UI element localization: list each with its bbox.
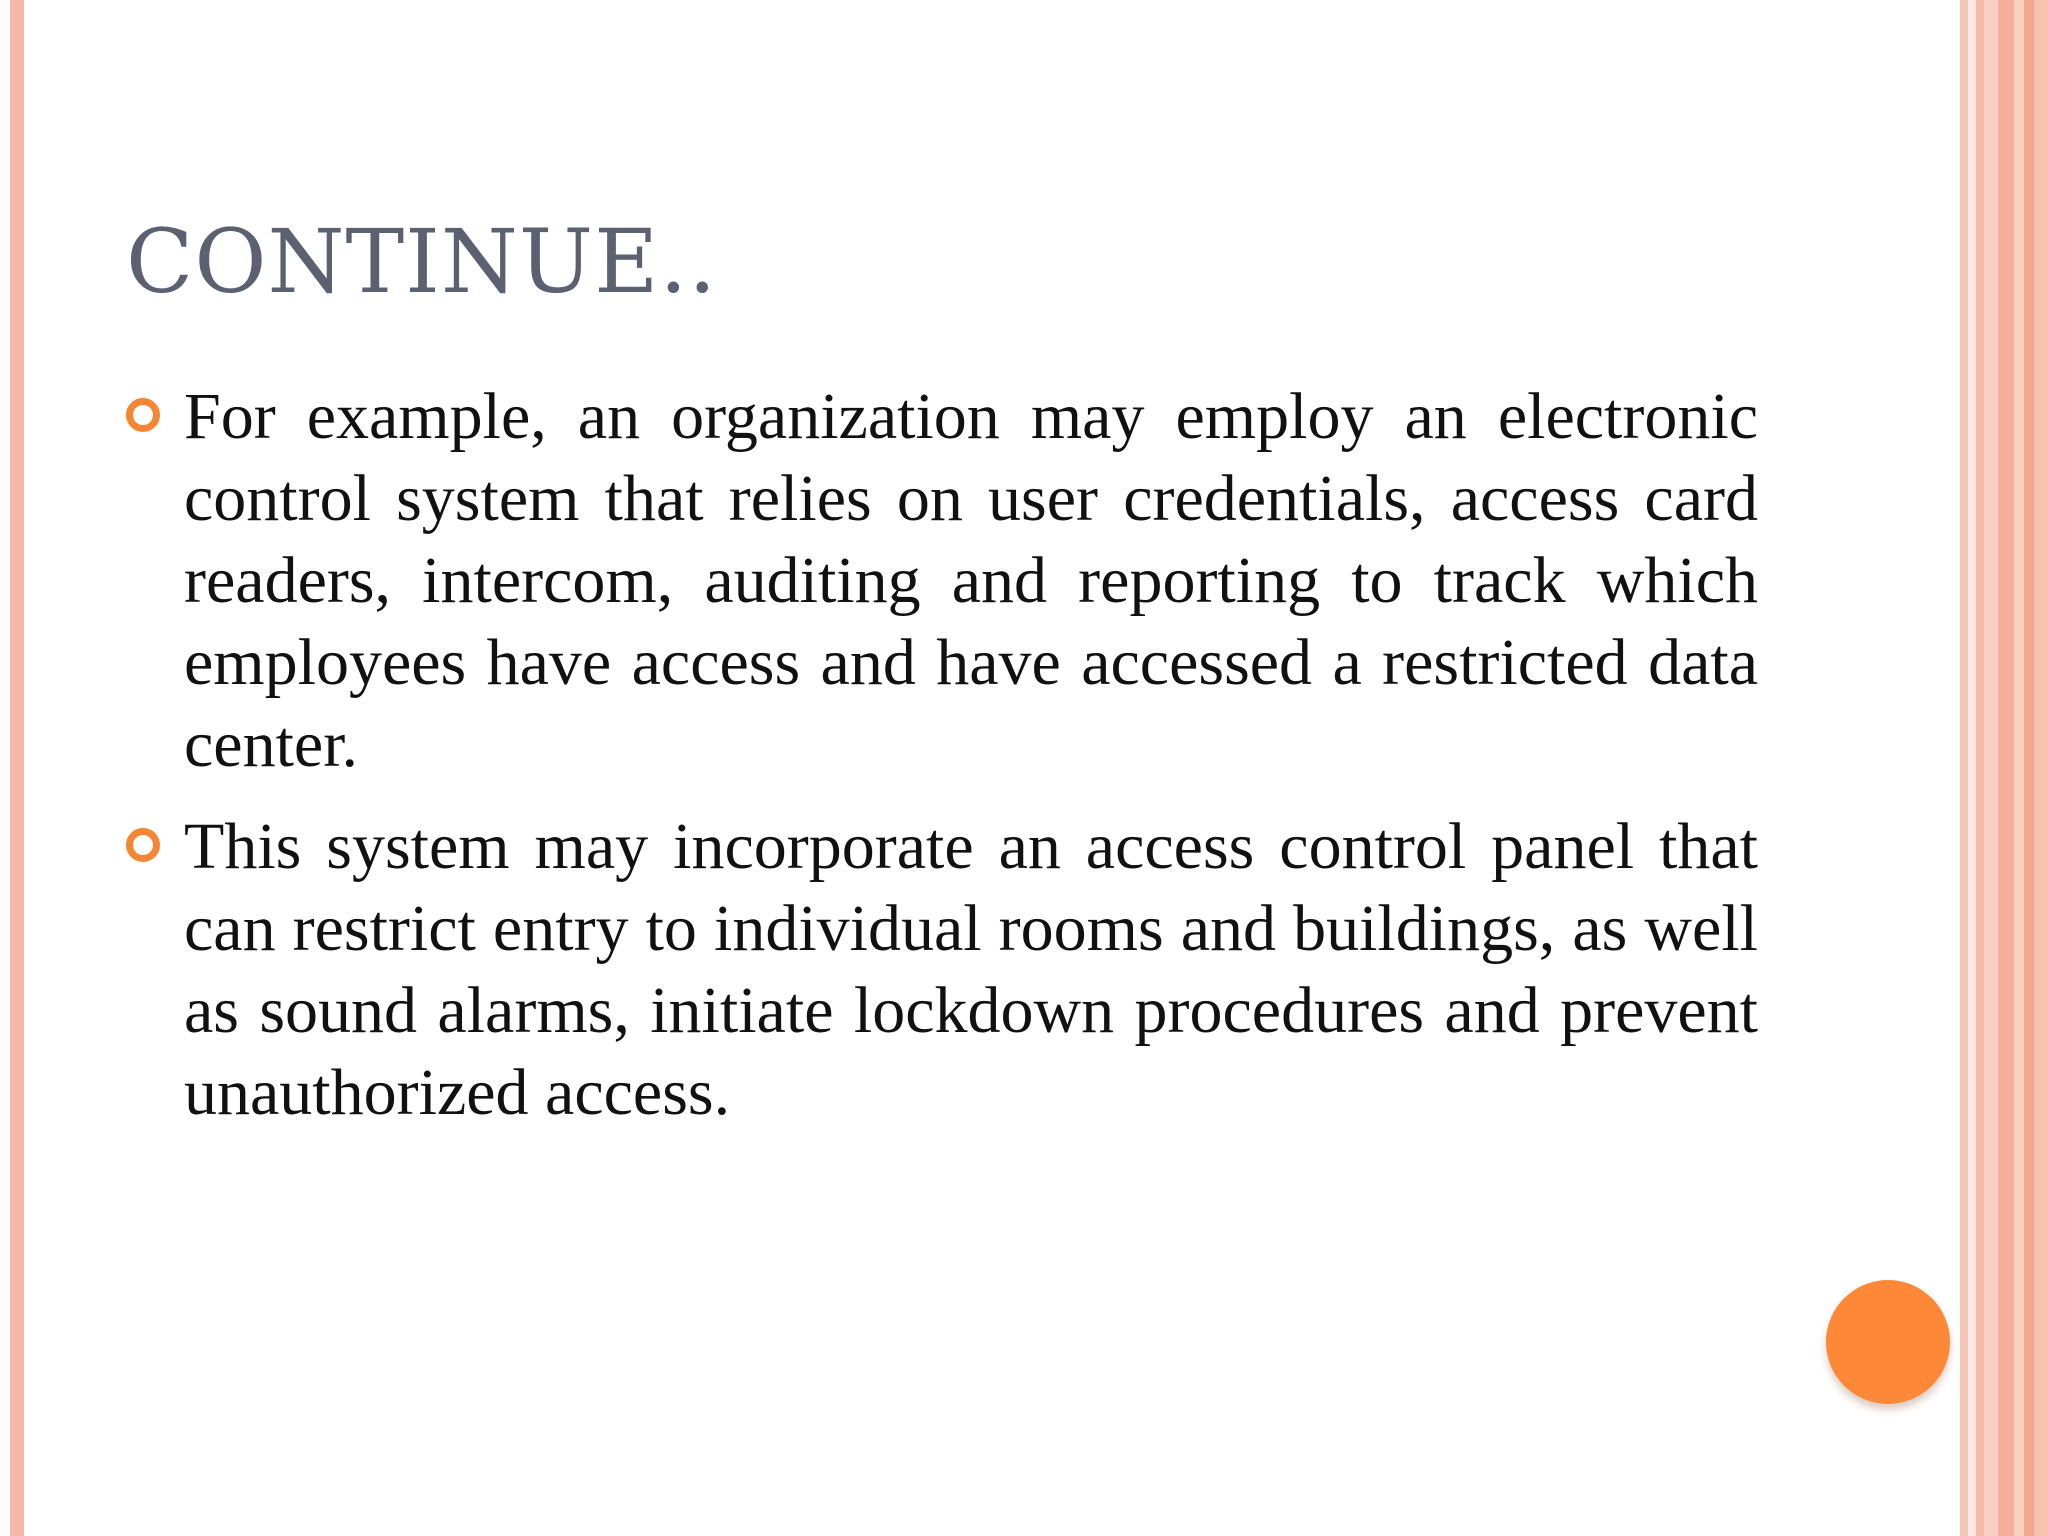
bullet-item [126,376,1758,786]
decorative-stripe [2024,0,2034,1536]
decorative-stripe [1976,0,1984,1536]
slide-nav-dot-button[interactable] [1826,1280,1950,1404]
left-border-stripe [10,0,24,1536]
decorative-stripe [1984,0,1998,1536]
bullet-item [126,806,1758,1134]
slide-title: CONTINUE.. [126,210,718,313]
decorative-stripe [1968,0,1976,1536]
decorative-stripe [1998,0,2014,1536]
right-decorative-stripes [1960,0,2048,1536]
orange-ring-bullet-icon [126,398,160,432]
decorative-stripe [1960,0,1968,1536]
bullet-list [126,376,1758,1154]
decorative-stripe [2014,0,2024,1536]
bullet-text: This system may incorporate an access control panel that can restrict entry to individual rooms and buildings, as well as sound alarms, initiate lockdown procedures and prevent unauthorized access. [184,810,1758,1129]
decorative-stripe [2034,0,2048,1536]
bullet-text: For example, an organization may employ an electronic control system that relies on user credentials, access card readers, intercom, auditing and reporting to track which employees have access and have accessed a restricted data center. [184,380,1758,781]
orange-ring-bullet-icon [126,828,160,862]
